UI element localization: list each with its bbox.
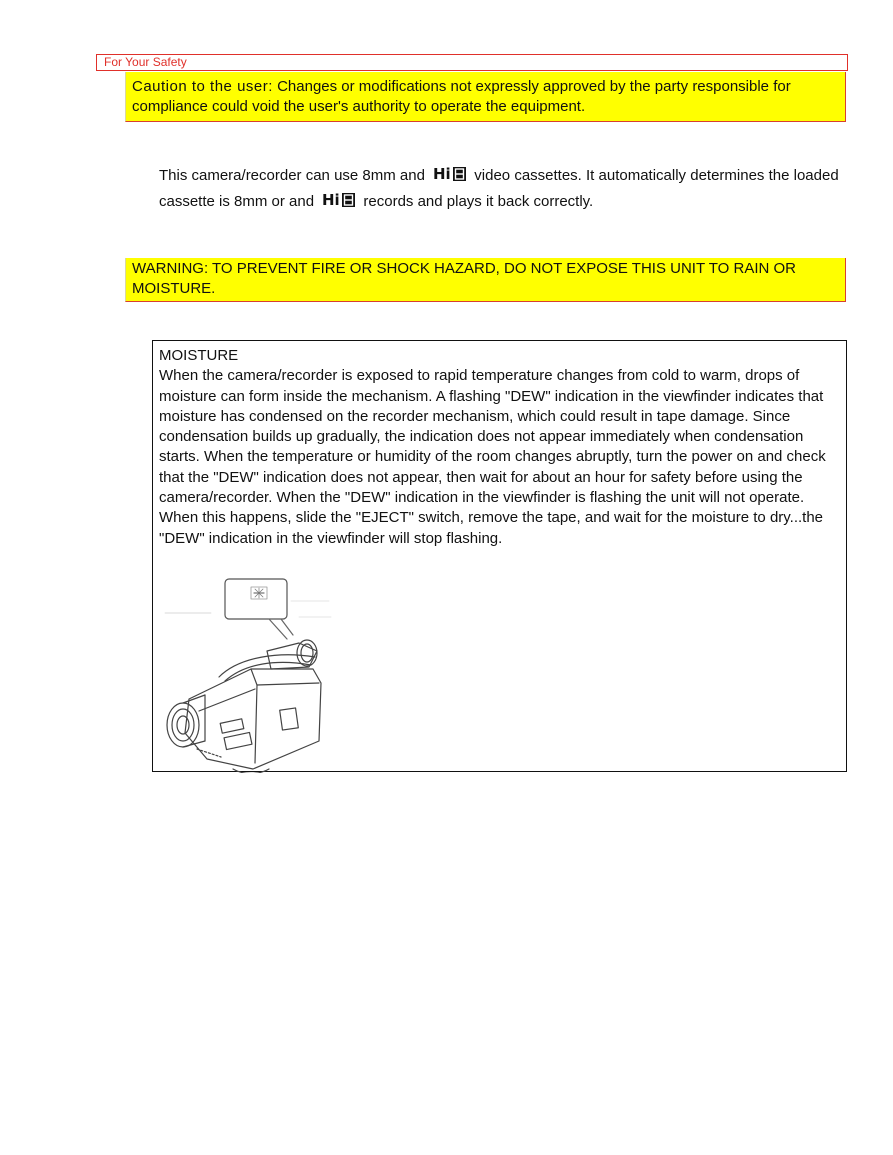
- intro-paragraph: [159, 163, 859, 215]
- caution-notice: [125, 72, 846, 122]
- moisture-body: When the camera/recorder is exposed to rapid temperature changes from cold to warm, drops of moisture can form inside the mechanism. A flashing "DEW" indication in the viewfinder indicates that moisture has condensed on the recorder mechanism, which could result in tape damage. Since condensation builds up gradually, the indication does not appear immediately when condensation starts. When the temperature or humidity of the room changes abruptly, turn the power on and check that the "DEW" indication does not appear, then wait for about an hour for safety before using the camera/recorder. When the "DEW" indication in the viewfinder is flashing the unit will not operate. When this happens, slide the "EJECT" switch, remove the tape, and wait for the moisture to dry...the "DEW" indication in the viewfinder will stop flashing.: [159, 367, 826, 547]
- caution-text: Changes or modifications not expressly approved by the party responsible for compliance could void the user's authority to operate the equipment.: [132, 78, 791, 115]
- intro-text-3: records and plays it back correctly.: [359, 193, 594, 210]
- warning-notice: [125, 258, 846, 302]
- intro-text-1: This camera/recorder can use 8mm and: [159, 167, 430, 184]
- svg-text:Hi: Hi: [433, 165, 451, 184]
- warning-text: WARNING: TO PREVENT FIRE OR SHOCK HAZARD, DO NOT EXPOSE THIS UNIT TO RAIN OR MOISTURE.: [132, 260, 796, 297]
- svg-text:Hi: Hi: [322, 191, 340, 210]
- intro-text-2: video cassettes. It automatically determines the loaded cassette is 8mm or and: [159, 167, 839, 210]
- hi8-logo-icon: [321, 191, 357, 209]
- caution-lead: Caution to the user:: [132, 78, 273, 95]
- camcorder-dew-indicator-illustration: [159, 573, 339, 773]
- moisture-panel: [152, 340, 847, 772]
- moisture-title: MOISTURE: [159, 347, 239, 364]
- section-header-label: For Your Safety: [104, 55, 187, 69]
- section-header: [96, 54, 848, 71]
- hi8-logo-icon: [432, 165, 468, 183]
